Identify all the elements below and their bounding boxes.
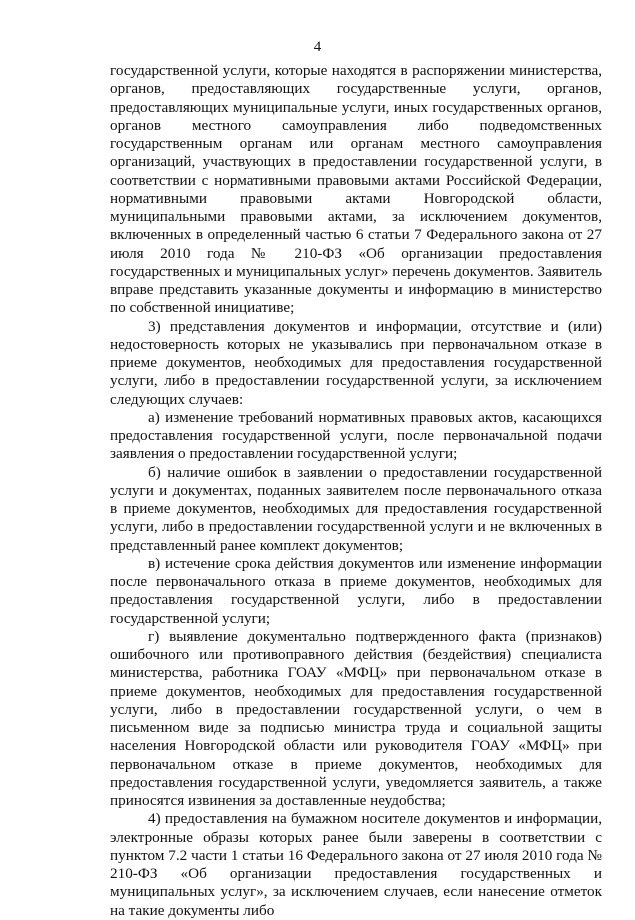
paragraph-4: б) наличие ошибок в заявлении о предоставлении государственной услуги и документах, поданных заявителем после первоначального отказа в приеме документов, необходимых для предоставления государственной услуги, либо в предоставлении государственной услуги и не включенных в представленный ранее комплект документов; [110, 463, 602, 554]
paragraph-3: а) изменение требований нормативных правовых актов, касающихся предоставления государственной услуги, после первоначальной подачи заявления о предоставлении государственной услуги; [110, 408, 602, 463]
page-number: 4 [313, 39, 322, 55]
paragraph-2: 3) представления документов и информации, отсутствие и (или) недостоверность которых не указывались при первоначальном отказе в приеме документов, необходимых для предоставления государственной услуги, либо в предоставлении государственной услуги, за исключением следующих случаев: [110, 317, 602, 408]
paragraph-7: 4) предоставления на бумажном носителе документов и информации, электронные образы которых ранее были заверены в соответствии с пунктом 7.2 части 1 статьи 16 Федерального закона от 27 июля 2010 года № 210-ФЗ «Об организации предоставления государственных и муниципальных услуг», за исключением случаев, если нанесение отметок на такие документы либо [110, 810, 602, 919]
document-body [110, 62, 602, 920]
paragraph-6: г) выявление документально подтвержденного факта (признаков) ошибочного или противоправного действия (бездействия) специалиста министерства, работника ГОАУ «МФЦ» при первоначальном отказе в приеме документов, необходимых для предоставления государственной услуги, либо в предоставлении государственной услуги, о чем в письменном виде за подписью министра труда и социальной защиты населения Новгородской области или руководителя ГОАУ «МФЦ» при первоначальном отказе в приеме документов, необходимых для предоставления государственной услуги, уведомляется заявитель, а также приносятся извинения за доставленные неудобства; [110, 627, 602, 809]
paragraph-1: государственной услуги, которые находятся в распоряжении министерства, органов, предоставляющих государственные услуги, органов, предоставляющих муниципальные услуги, иных государственных органов, органов местного самоуправления либо подведомственных государственным органам или органам местного самоуправления организаций, участвующих в предоставлении государственной услуги, в соответствии с нормативными правовыми актами Российской Федерации, нормативными правовыми актами Новгородской области, муниципальными правовыми актами, за исключением документов, включенных в определенный частью 6 статьи 7 Федерального закона от 27 июля 2010 года № 210-ФЗ «Об организации предоставления государственных и муниципальных услуг» перечень документов. Заявитель вправе представить указанные документы и информацию в министерство по собственной инициативе; [110, 62, 602, 317]
paragraph-5: в) истечение срока действия документов или изменение информации после первоначального отказа в приеме документов, необходимых для предоставления государственной услуги, либо в предоставлении государственной услуги; [110, 554, 602, 627]
